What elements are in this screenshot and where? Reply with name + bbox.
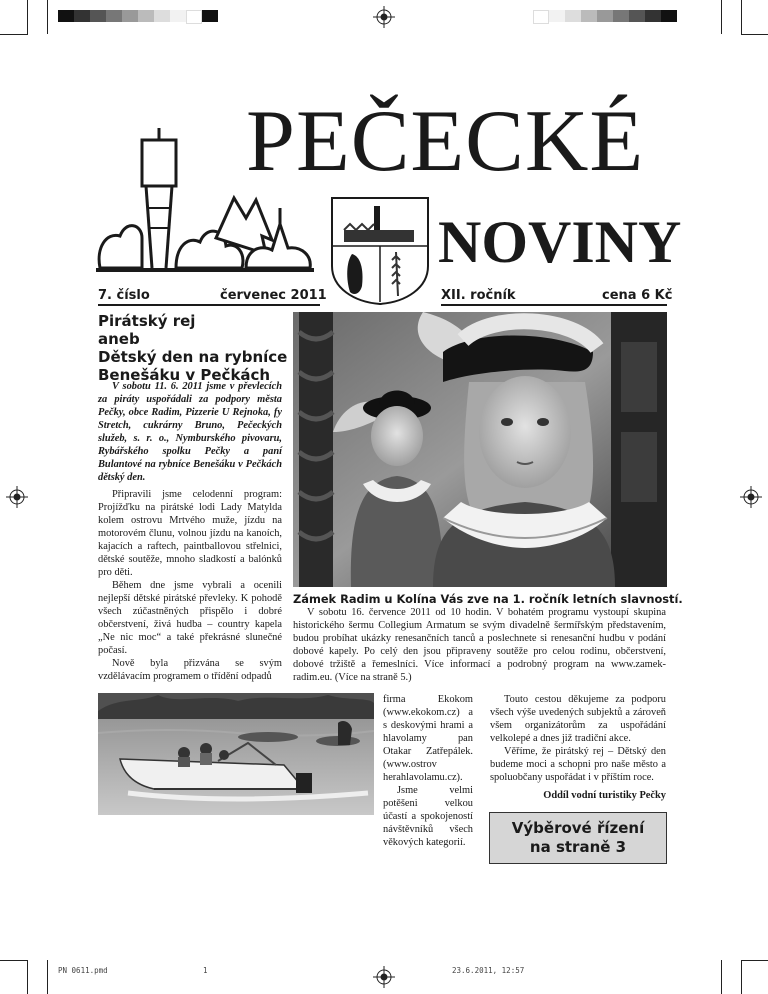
crop-mark: [721, 0, 722, 34]
article-signature: Oddíl vodní turistiky Pečky: [543, 790, 666, 801]
price-label: cena 6 Kč: [602, 288, 673, 303]
masthead-subtitle: NOVINY: [438, 209, 682, 275]
footer-timestamp: 23.6.2011, 12:57: [452, 966, 525, 975]
headline-line: Dětský den na rybníce: [98, 348, 288, 366]
color-bar-right: [533, 10, 677, 22]
crop-mark: [0, 960, 28, 961]
headline-line: Pirátský rej: [98, 312, 196, 330]
registration-target-icon: [373, 6, 395, 28]
article-paragraph: Připravili jsme celodenní program: Projížďku na pirátské lodi Lady Matylda kolem ostrovu Mrtvého muže, jízdu na motorovém člunu, volnou jízdu na kanoích, kajacích a raftech, paintballovou střelnici, dětské soutěže, mnoho sladkostí a balónků pro děti.: [98, 489, 282, 578]
registration-target-icon: [740, 486, 762, 508]
crop-mark: [27, 0, 28, 34]
article-paragraph: Touto cestou děkujeme za podporu všech výše uvedených subjektů a zároveň všem organizátorům za uspořádání velkolepé a dnes již tradiční akce.: [490, 694, 666, 744]
crop-mark: [741, 960, 742, 994]
article-paragraph: Věříme, že pirátský rej – Dětský den budeme moci a schopni pro naše město a spoluobčany uspořádat i v příštím roce.: [490, 746, 666, 783]
article-closing-column: [490, 693, 666, 802]
color-bar-left: [58, 10, 218, 22]
masthead-rule-right: [441, 304, 667, 306]
registration-target-icon: [6, 486, 28, 508]
article-paragraph: Během dne jsme vybrali a ocenili nejlepší dětské pirátské převleky. K pohodě všech zúčastněných přispělo i dobré občerstvení, živá hudba – country kapela „Ne nic moc“ a také překrásné slunečné počasí.: [98, 580, 282, 656]
footer-page-number: 1: [203, 966, 208, 975]
crop-mark: [27, 960, 28, 994]
article-headline: [98, 312, 298, 384]
masthead-title: PEČECKÉ: [246, 93, 645, 190]
crop-mark: [741, 0, 742, 34]
article-paragraph: Jsme velmi potěšeni velkou účastí a spokojeností návštěvníků všech věkových kategorií.: [383, 785, 473, 848]
issue-date: červenec 2011: [220, 288, 327, 303]
masthead-rule-left: [98, 304, 320, 306]
registration-target-icon: [373, 966, 395, 988]
article-body: [98, 488, 282, 683]
crop-mark: [721, 960, 722, 994]
crop-mark: [47, 960, 48, 994]
headline-line: Benešáku v Pečkách: [98, 366, 271, 384]
tender-notice-box[interactable]: [489, 812, 667, 864]
caption-paragraph: V sobotu 16. července 2011 od 10 hodin. V bohatém programu vystoupí skupina historického šermu Collegium Armatum se svým divadelně šermířským představením, budou probíhat ukázky renesančních tanců a poslechnete si renesanční hudbu v podání dobové kapely. Po celý den jsou připraveny soutěže pro celou rodinu, občerstvení, dobové tržiště a řemeslníci. Více informací a podrobný program na www.zamek-radim.eu. (Více na straně 5.): [293, 607, 666, 683]
headline-line: aneb: [98, 330, 140, 348]
tender-notice-line: na straně 3: [529, 838, 627, 856]
event-caption-title: Zámek Radim u Kolína Vás zve na 1. ročník letních slavností.: [293, 592, 683, 606]
article-intro: V sobotu 11. 6. 2011 jsme v převlecích za piráty uspořádali za podpory města Pečky, obce Radim, Pizzerie U Rejnoka, fy Stretch, cukrárny Bruno, Pečeckých služeb, s. r. o., Nymburského pivovaru, Rybářského spolku Pečky a paní Bulantové na rybníce Benešáku v Pečkách dětský den.: [98, 381, 282, 483]
tender-notice-line: Výběrové řízení: [511, 819, 645, 837]
crop-mark: [47, 0, 48, 34]
article-paragraph: Nově byla přizvána se svým vzdělávacím programem o třídění odpadů: [98, 658, 282, 682]
issue-number: 7. číslo: [98, 288, 150, 303]
town-coat-of-arms-icon: [330, 196, 430, 306]
article-paragraph: firma Ekokom (www.ekokom.cz) a s deskovými hrami a hlavolamy pan Otakar Zatřepálek. (www.ostrov herahlavolamu.cz).: [383, 694, 473, 783]
children-in-costume-photo: [293, 312, 667, 587]
crop-mark: [741, 960, 768, 961]
footer-filename: PN 0611.pmd: [58, 966, 108, 975]
motorboat-photo: [98, 693, 374, 815]
crop-mark: [0, 34, 28, 35]
crop-mark: [741, 34, 768, 35]
event-caption-body: [293, 606, 666, 684]
volume-label: XII. ročník: [441, 288, 516, 303]
article-continuation-column: [383, 693, 473, 849]
